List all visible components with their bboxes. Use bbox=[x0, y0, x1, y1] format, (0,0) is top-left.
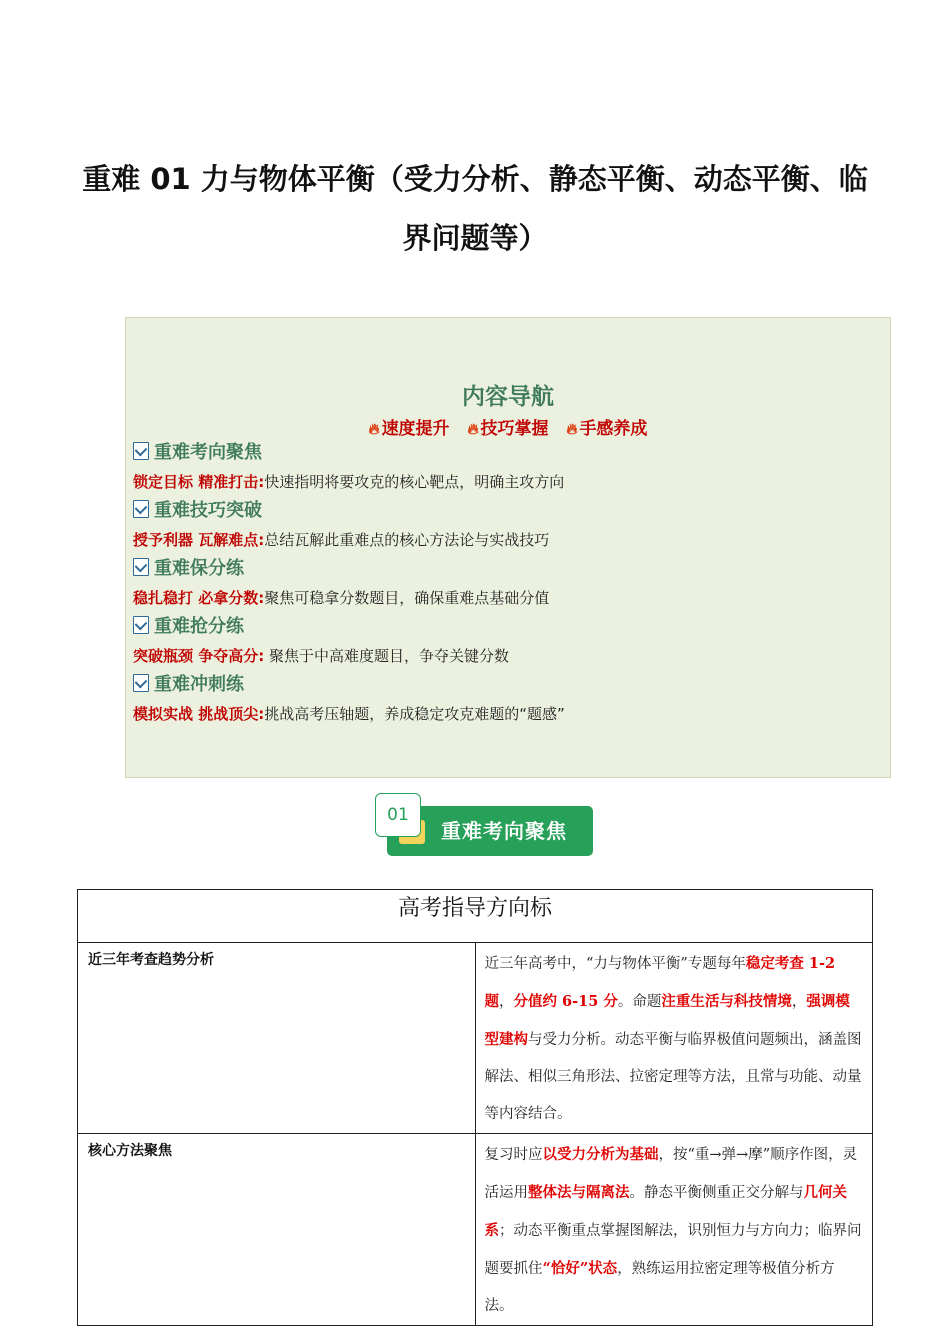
body-text: ；动态平衡重点掌握图解法，识别恒力与方向力；临界问题要抓住 bbox=[484, 1223, 862, 1277]
highlighted-text: 以受力分析为基础 bbox=[542, 1146, 659, 1163]
nav-item-description: 挑战高考压轴题，养成稳定攻克难题的“题感” bbox=[264, 705, 565, 723]
nav-tag: 🔥︎ 技巧掌握 bbox=[467, 419, 549, 439]
highlighted-text: 整体法与隔离法 bbox=[528, 1184, 630, 1201]
checked-document-icon bbox=[133, 500, 149, 518]
nav-item-title: 重难考向聚焦 bbox=[154, 442, 262, 463]
nav-item-description: 快速指明将要攻克的核心靶点，明确主攻方向 bbox=[264, 473, 565, 491]
table-row-label: 近三年考查趋势分析 bbox=[78, 943, 476, 1134]
checked-document-icon bbox=[133, 674, 149, 692]
nav-item bbox=[133, 438, 873, 496]
nav-item-title: 重难保分练 bbox=[154, 558, 244, 579]
nav-item-tagline: 锁定目标 精准打击: bbox=[133, 473, 265, 491]
checked-document-icon bbox=[133, 558, 149, 576]
highlighted-text: 注重生活与科技情境 bbox=[661, 993, 792, 1010]
table-header-row bbox=[78, 890, 873, 943]
checked-document-icon bbox=[133, 616, 149, 634]
nav-item-description: 聚焦于中高难度题目，争夺关键分数 bbox=[264, 647, 510, 665]
table-row bbox=[78, 943, 873, 1134]
nav-item bbox=[133, 670, 873, 728]
table-row-content bbox=[475, 943, 873, 1134]
highlighted-text: 稳定考查 1-2 题 bbox=[484, 955, 836, 1010]
body-text: ，按“重→弹→摩”顺序作图，灵活运用 bbox=[484, 1147, 858, 1201]
body-text: 复习时应 bbox=[484, 1147, 543, 1163]
body-text: 。命题 bbox=[617, 994, 662, 1010]
table-row-content bbox=[475, 1134, 873, 1326]
fire-icon: 🔥︎ bbox=[467, 420, 479, 438]
highlighted-text: “恰好”状态 bbox=[542, 1260, 618, 1277]
table-row bbox=[78, 1134, 873, 1326]
nav-item bbox=[133, 554, 873, 612]
page-title-line-1: 重难 01 力与物体平衡（受力分析、静态平衡、动态平衡、临 bbox=[82, 162, 868, 196]
nav-item-tagline: 授予利器 瓦解难点: bbox=[133, 531, 265, 549]
body-text: ， bbox=[499, 994, 514, 1010]
body-text: 。静态平衡侧重正交分解与 bbox=[629, 1185, 804, 1201]
section-badge-label: 重难考向聚焦 bbox=[441, 819, 567, 843]
nav-item-tagline: 模拟实战 挑战顶尖: bbox=[133, 705, 265, 723]
table-row-label: 核心方法聚焦 bbox=[78, 1134, 476, 1326]
fire-icon: 🔥︎ bbox=[368, 420, 380, 438]
nav-list bbox=[133, 438, 873, 728]
body-text: ， bbox=[791, 994, 807, 1010]
page-title bbox=[70, 150, 880, 268]
nav-tag: 🔥︎ 速度提升 bbox=[368, 419, 450, 439]
section-badge bbox=[375, 793, 595, 859]
nav-item-description: 聚焦可稳拿分数题目，确保重难点基础分值 bbox=[264, 589, 550, 607]
nav-tags bbox=[126, 414, 890, 439]
table-header: 高考指导方向标 bbox=[78, 890, 873, 943]
highlighted-text: 强调模型建构 bbox=[484, 993, 850, 1048]
nav-item-title: 重难抢分练 bbox=[154, 616, 244, 637]
nav-heading: 内容导航 bbox=[462, 384, 554, 410]
nav-item-tagline: 稳扎稳打 必拿分数: bbox=[133, 589, 265, 607]
nav-item bbox=[133, 612, 873, 670]
body-text: 近三年高考中，“力与物体平衡”专题每年 bbox=[484, 956, 746, 972]
nav-item bbox=[133, 496, 873, 554]
fire-icon: 🔥︎ bbox=[566, 420, 578, 438]
nav-item-tagline: 突破瓶颈 争夺高分: bbox=[133, 647, 265, 665]
highlighted-text: 分值约 6-15 分 bbox=[513, 993, 618, 1010]
guidance-table bbox=[77, 889, 873, 1326]
highlighted-text: 几何关系 bbox=[484, 1184, 847, 1239]
body-text: 与受力分析。动态平衡与临界极值问题频出，涵盖图解法、相似三角形法、拉密定理等方法，且常与功能、动量等内容结合。 bbox=[484, 1032, 862, 1122]
page-title-line-2: 界问题等） bbox=[402, 221, 548, 255]
content-navigation-box bbox=[125, 317, 891, 778]
body-text: ，熟练运用拉密定理等极值分析方法。 bbox=[484, 1261, 835, 1314]
nav-item-title: 重难冲刺练 bbox=[154, 674, 244, 695]
section-badge-number: 01 bbox=[375, 793, 421, 837]
checked-document-icon bbox=[133, 442, 149, 460]
nav-tag: 🔥︎ 手感养成 bbox=[566, 419, 648, 439]
nav-item-description: 总结瓦解此重难点的核心方法论与实战技巧 bbox=[264, 531, 550, 549]
nav-item-title: 重难技巧突破 bbox=[154, 500, 262, 521]
